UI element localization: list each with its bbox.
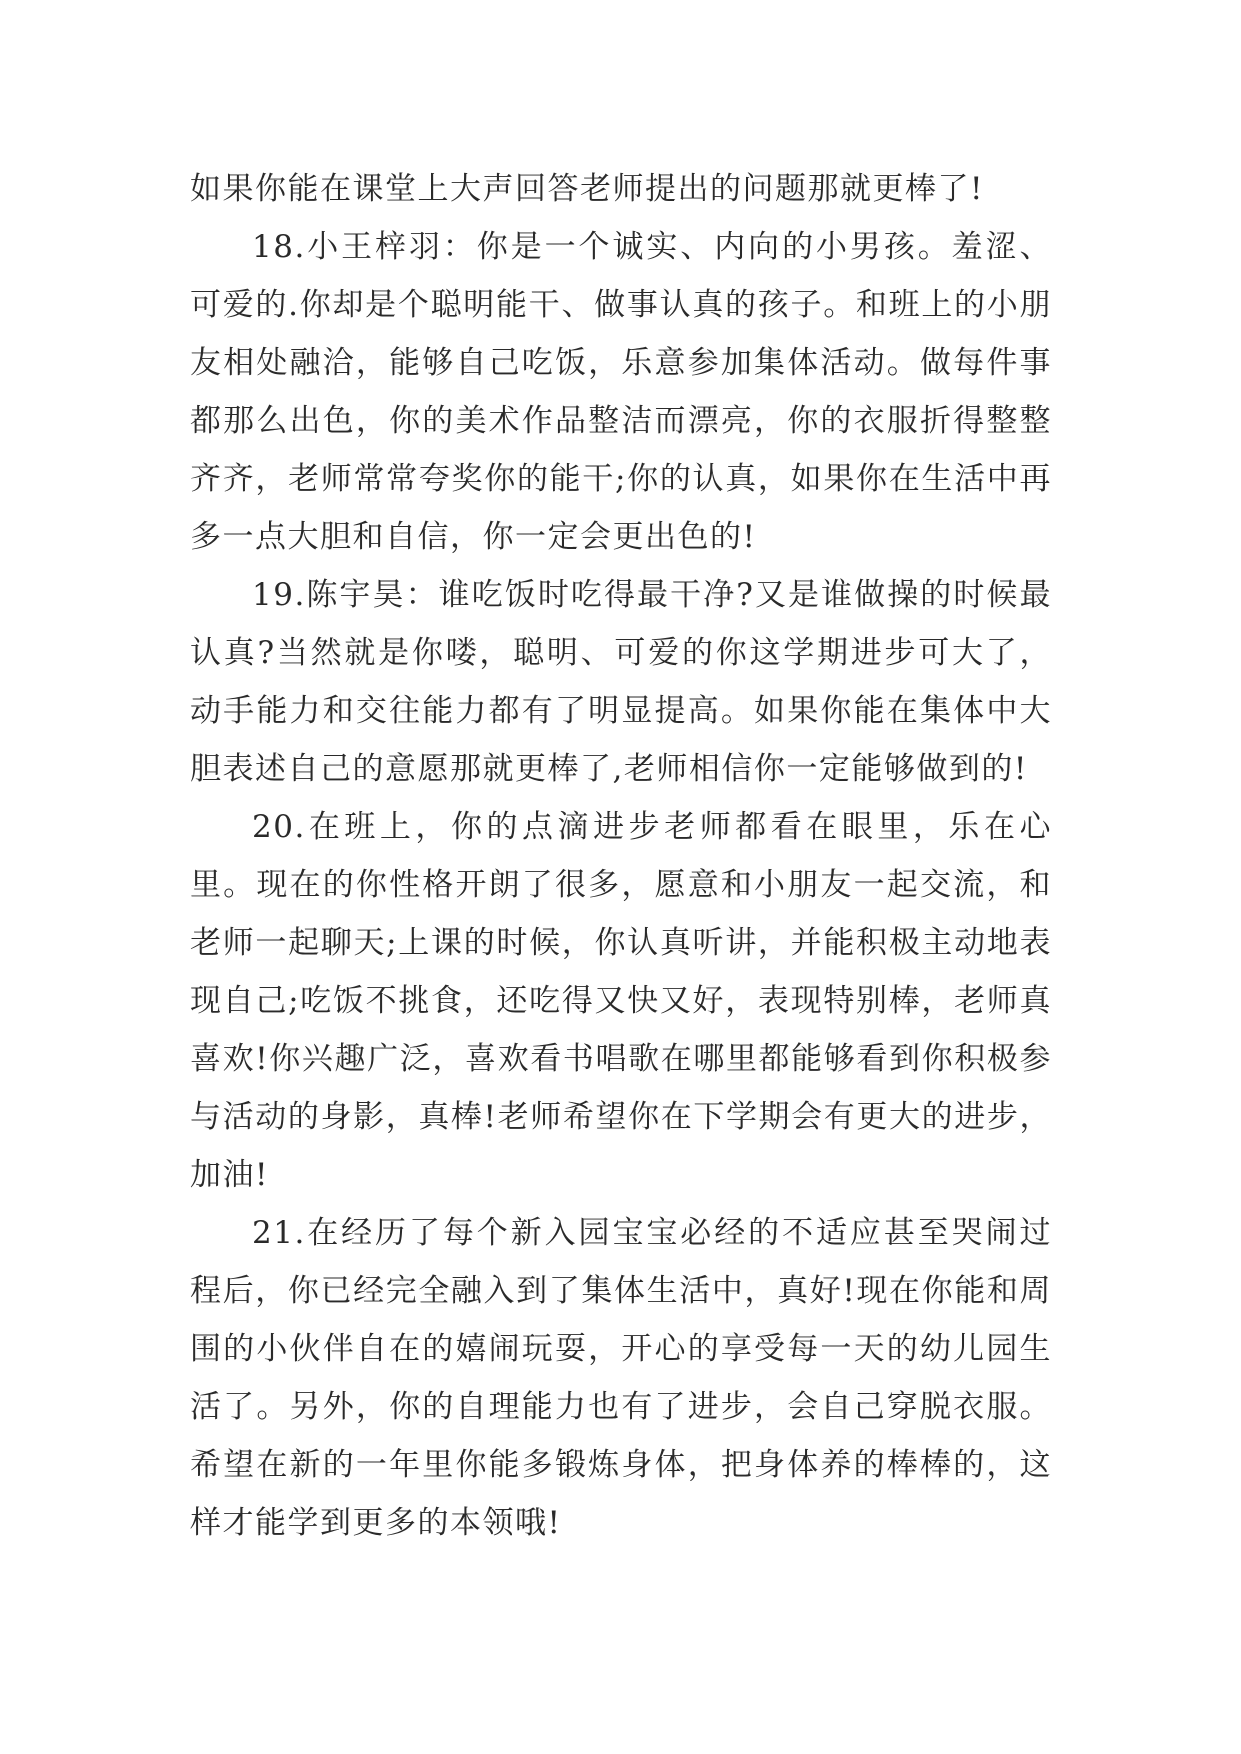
paragraph-comment-18: 18.小王梓羽：你是一个诚实、内向的小男孩。羞涩、可爱的.你却是个聪明能干、做事认真的孩子。和班上的小朋友相处融洽，能够自己吃饭，乐意参加集体活动。做每件事都那么出色，你的美术作品整洁而漂亮，你的衣服折得整整齐齐，老师常常夸奖你的能干;你的认真，如果你在生活中再多一点大胆和自信，你一定会更出色的!	[190, 229, 1052, 555]
paragraph-continuation: 如果你能在课堂上大声回答老师提出的问题那就更棒了!	[190, 171, 984, 207]
paragraph-comment-21: 21.在经历了每个新入园宝宝必经的不适应甚至哭闹过程后，你已经完全融入到了集体生活中，真好!现在你能和周围的小伙伴自在的嬉闹玩耍，开心的享受每一天的幼儿园生活了。另外，你的自理能力也有了进步，会自己穿脱衣服。希望在新的一年里你能多锻炼身体，把身体养的棒棒的，这样才能学到更多的本领哦!	[190, 1215, 1052, 1541]
paragraph-comment-19: 19.陈宇昊：谁吃饭时吃得最干净?又是谁做操的时候最认真?当然就是你喽，聪明、可爱的你这学期进步可大了，动手能力和交往能力都有了明显提高。如果你能在集体中大胆表述自己的意愿那就更棒了,老师相信你一定能够做到的!	[190, 577, 1052, 787]
document-body	[190, 160, 1052, 1552]
paragraph-comment-20: 20.在班上，你的点滴进步老师都看在眼里，乐在心里。现在的你性格开朗了很多，愿意和小朋友一起交流，和老师一起聊天;上课的时候，你认真听讲，并能积极主动地表现自己;吃饭不挑食，还吃得又快又好，表现特别棒，老师真喜欢!你兴趣广泛，喜欢看书唱歌在哪里都能够看到你积极参与活动的身影，真棒!老师希望你在下学期会有更大的进步，加油!	[190, 809, 1052, 1193]
